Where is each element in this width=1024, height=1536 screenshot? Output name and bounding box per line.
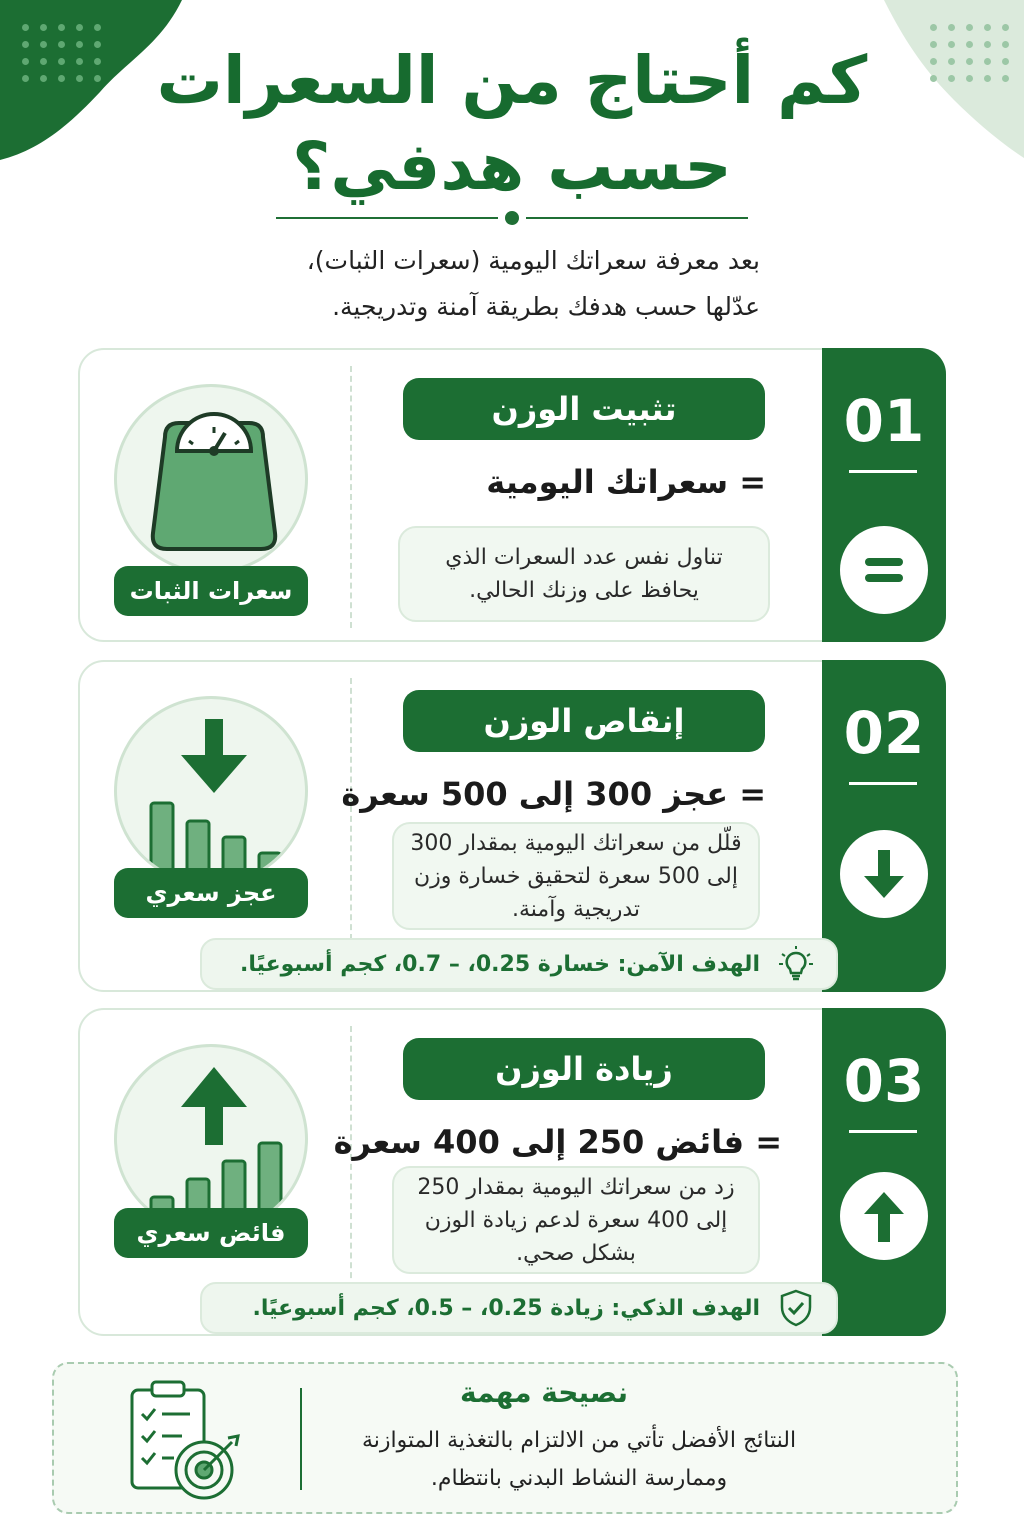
card-lose-weight bbox=[78, 660, 946, 992]
card-formula: = سعراتك اليومية bbox=[486, 463, 766, 501]
card-sidebar bbox=[822, 348, 946, 642]
card-sidebar bbox=[822, 660, 946, 992]
scale-icon bbox=[114, 384, 308, 574]
illustration-label: سعرات الثبات bbox=[114, 566, 308, 616]
lightbulb-icon bbox=[776, 944, 816, 984]
shield-check-icon bbox=[776, 1288, 816, 1328]
card-title: زيادة الوزن bbox=[403, 1038, 765, 1100]
tip-box bbox=[52, 1362, 958, 1514]
card-number: 02 bbox=[843, 699, 925, 767]
page-title bbox=[150, 38, 874, 210]
checklist-target-icon bbox=[124, 1378, 244, 1502]
arrow-up-icon bbox=[840, 1172, 928, 1260]
tip-line1: النتائج الأفضل تأتي من الالتزام بالتغذية المتوازنة bbox=[361, 1428, 797, 1453]
illustration-label: فائض سعري bbox=[114, 1208, 308, 1258]
top-left-dot-pattern bbox=[22, 24, 102, 82]
illustration-label: عجز سعري bbox=[114, 868, 308, 918]
card-divider bbox=[350, 366, 352, 628]
card-number: 01 bbox=[843, 387, 925, 455]
top-right-dot-pattern bbox=[930, 24, 1010, 82]
card-description: زد من سعراتك اليومية بمقدار 250 إلى 400 سعرة لدعم زيادة الوزن بشكل صحي. bbox=[392, 1166, 760, 1274]
intro-line1: بعد معرفة سعراتك اليومية (سعرات الثبات)، bbox=[306, 246, 760, 275]
page-title-line1: كم أحتاج من السعرات bbox=[156, 42, 868, 119]
card-formula: = عجز 300 إلى 500 سعرة bbox=[341, 775, 766, 813]
intro-line2: عدّلها حسب هدفك بطريقة آمنة وتدريجية. bbox=[332, 292, 760, 321]
card-maintain-weight bbox=[78, 348, 946, 642]
card-number: 03 bbox=[843, 1047, 925, 1115]
arrow-down-icon bbox=[840, 830, 928, 918]
card-title: تثبيت الوزن bbox=[403, 378, 765, 440]
card-formula: = فائض 250 إلى 400 سعرة bbox=[333, 1123, 782, 1161]
tip-line2: وممارسة النشاط البدني بانتظام. bbox=[430, 1466, 728, 1491]
card-gain-weight bbox=[78, 1008, 946, 1336]
goal-bar bbox=[200, 1282, 838, 1334]
tip-text bbox=[324, 1422, 834, 1498]
equals-icon bbox=[840, 526, 928, 614]
page-title-line2: حسب هدفي؟ bbox=[292, 128, 732, 205]
card-description: قلّل من سعراتك اليومية بمقدار 300 إلى 500 سعرة لتحقيق خسارة وزن تدريجية وآمنة. bbox=[392, 822, 760, 930]
goal-text: الهدف الذكي: زيادة 0.25، – 0.5، كجم أسبوعيًا. bbox=[252, 1295, 760, 1321]
card-description: تناول نفس عدد السعرات الذي يحافظ على وزنك الحالي. bbox=[398, 526, 770, 622]
card-title: إنقاص الوزن bbox=[403, 690, 765, 752]
increasing-bars-icon bbox=[114, 1044, 308, 1234]
intro-text bbox=[200, 238, 760, 330]
goal-bar bbox=[200, 938, 838, 990]
decreasing-bars-icon bbox=[114, 696, 308, 886]
tip-divider bbox=[300, 1388, 302, 1490]
card-sidebar bbox=[822, 1008, 946, 1336]
tip-title: نصيحة مهمة bbox=[459, 1376, 628, 1409]
goal-text: الهدف الآمن: خسارة 0.25، – 0.7، كجم أسبوعيًا. bbox=[240, 951, 760, 977]
title-divider bbox=[276, 211, 748, 225]
